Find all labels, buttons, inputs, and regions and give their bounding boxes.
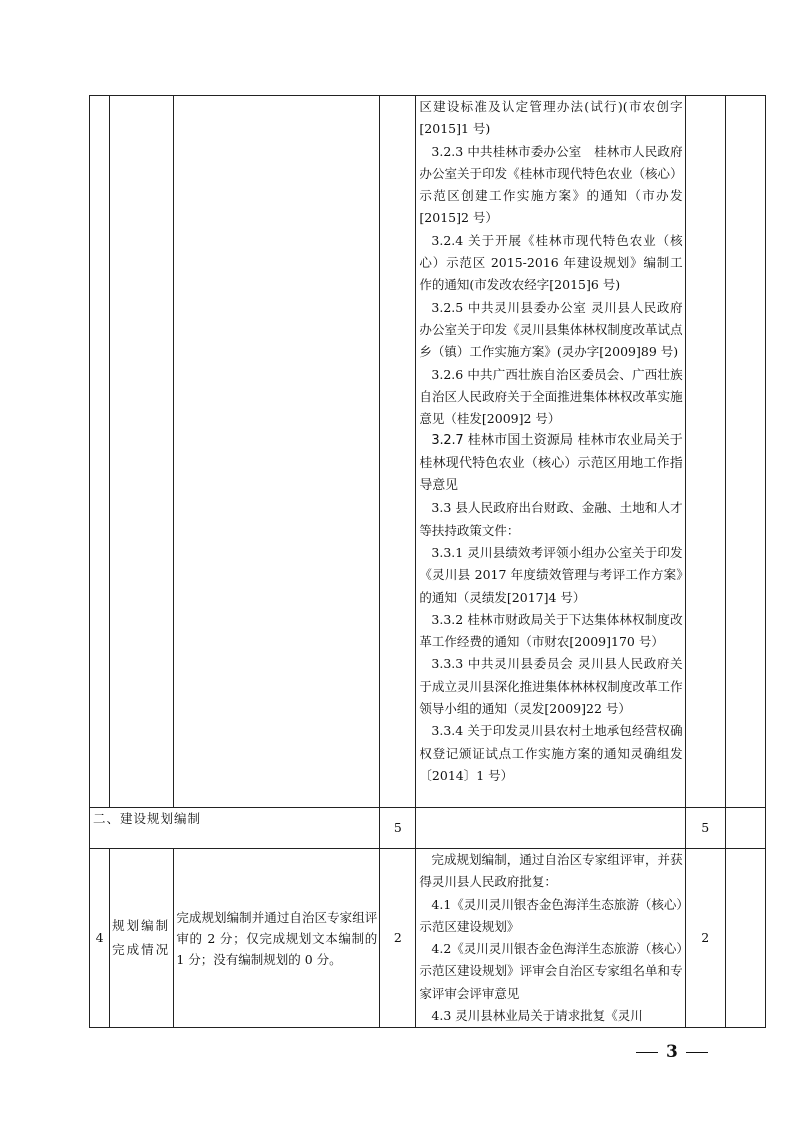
cell-evidence (416, 96, 685, 808)
page-number (628, 1042, 716, 1062)
row-number: 4 (90, 849, 110, 1028)
evidence-line: 区建设标准及认定管理办法(试行)(市农创字[2015]1 号) (419, 99, 683, 137)
section-points: 5 (380, 808, 416, 849)
evidence-line: 3.3.3 中共灵川县委员会 灵川县人民政府关于成立灵川县深化推进集体林林权制度改革工作领导小组的通知（灵发[2009]22 号） (419, 656, 683, 717)
row-evidence (416, 849, 685, 1028)
row-score: 2 (685, 849, 725, 1028)
cell-remark (725, 96, 765, 808)
row-item-name: 规划编制完成情况 (110, 849, 174, 1028)
table-row-continued (90, 96, 766, 808)
section-score: 5 (685, 808, 725, 849)
evidence-list (419, 849, 682, 1027)
section-row (90, 808, 766, 849)
section-title: 二、建设规划编制 (90, 808, 380, 849)
cell-score (685, 96, 725, 808)
evidence-line: 3.3.1 灵川县绩效考评领小组办公室关于印发《灵川县 2017 年度绩效管理与考评工作方案》的通知（灵绩发[2017]4 号） (419, 544, 683, 605)
row-points: 2 (380, 849, 416, 1028)
evidence-line: 3.2.6 中共广西壮族自治区委员会、广西壮族自治区人民政府关于全面推进集体林权改革实施意见（桂发[2009]2 号） (419, 366, 683, 427)
cell-points (380, 96, 416, 808)
evidence-list (419, 96, 682, 787)
cell-number (90, 96, 110, 808)
evidence-line: 4.2《灵川灵川银杏金色海洋生态旅游（核心）示范区建设规划》评审会自治区专家组名单和专家评审会评审意见 (419, 941, 683, 1001)
evidence-line: 3.2.7 桂林市国土资源局 桂林市农业局关于桂林现代特色农业（核心）示范区用地工作指导意见 (419, 433, 683, 494)
cell-criteria (174, 96, 380, 808)
table-row-4 (90, 849, 766, 1028)
evidence-line: 3.2.5 中共灵川县委办公室 灵川县人民政府办公室关于印发《灵川县集体林权制度改革试点乡（镇）工作实施方案》(灵办字[2009]89 号) (419, 299, 683, 360)
row-remark (725, 849, 765, 1028)
section-evidence (416, 808, 685, 849)
evidence-line: 4.3 灵川县林业局关于请求批复《灵川 (431, 1008, 643, 1024)
evidence-line: 完成规划编制，通过自治区专家组评审，并获得灵川县人民政府批复： (419, 852, 683, 890)
dash-left (636, 1052, 658, 1053)
dash-right (686, 1052, 708, 1053)
page-number-value: 3 (666, 1042, 678, 1062)
row-criteria: 完成规划编制并通过自治区专家组评审的 2 分；仅完成规划文本编制的 1 分；没有编制规划的 0 分。 (174, 849, 380, 1028)
section-remark (725, 808, 765, 849)
evaluation-table (89, 95, 766, 1028)
evidence-line: 3.3.4 关于印发灵川县农村土地承包经营权确权登记颁证试点工作实施方案的通知灵确组发〔2014〕1 号） (419, 723, 683, 783)
cell-item (110, 96, 174, 808)
evidence-line: 3.3.2 桂林市财政局关于下达集体林权制度改革工作经费的通知（市财农[2009]170 号） (419, 611, 683, 650)
evidence-line: 4.1《灵川灵川银杏金色海洋生态旅游（核心）示范区建设规划》 (419, 896, 683, 934)
evidence-line: 3.2.4 关于开展《桂林市现代特色农业（核心）示范区 2015-2016 年建设规划》编制工作的通知(市发改农经字[2015]6 号) (419, 232, 683, 293)
evidence-line: 3.3 县人民政府出台财政、金融、土地和人才等扶持政策文件： (419, 500, 683, 538)
evidence-line: 3.2.3 中共桂林市委办公室 桂林市人民政府办公室关于印发《桂林市现代特色农业（核心）示范区创建工作实施方案》的通知（市办发[2015]2 号） (419, 143, 683, 226)
